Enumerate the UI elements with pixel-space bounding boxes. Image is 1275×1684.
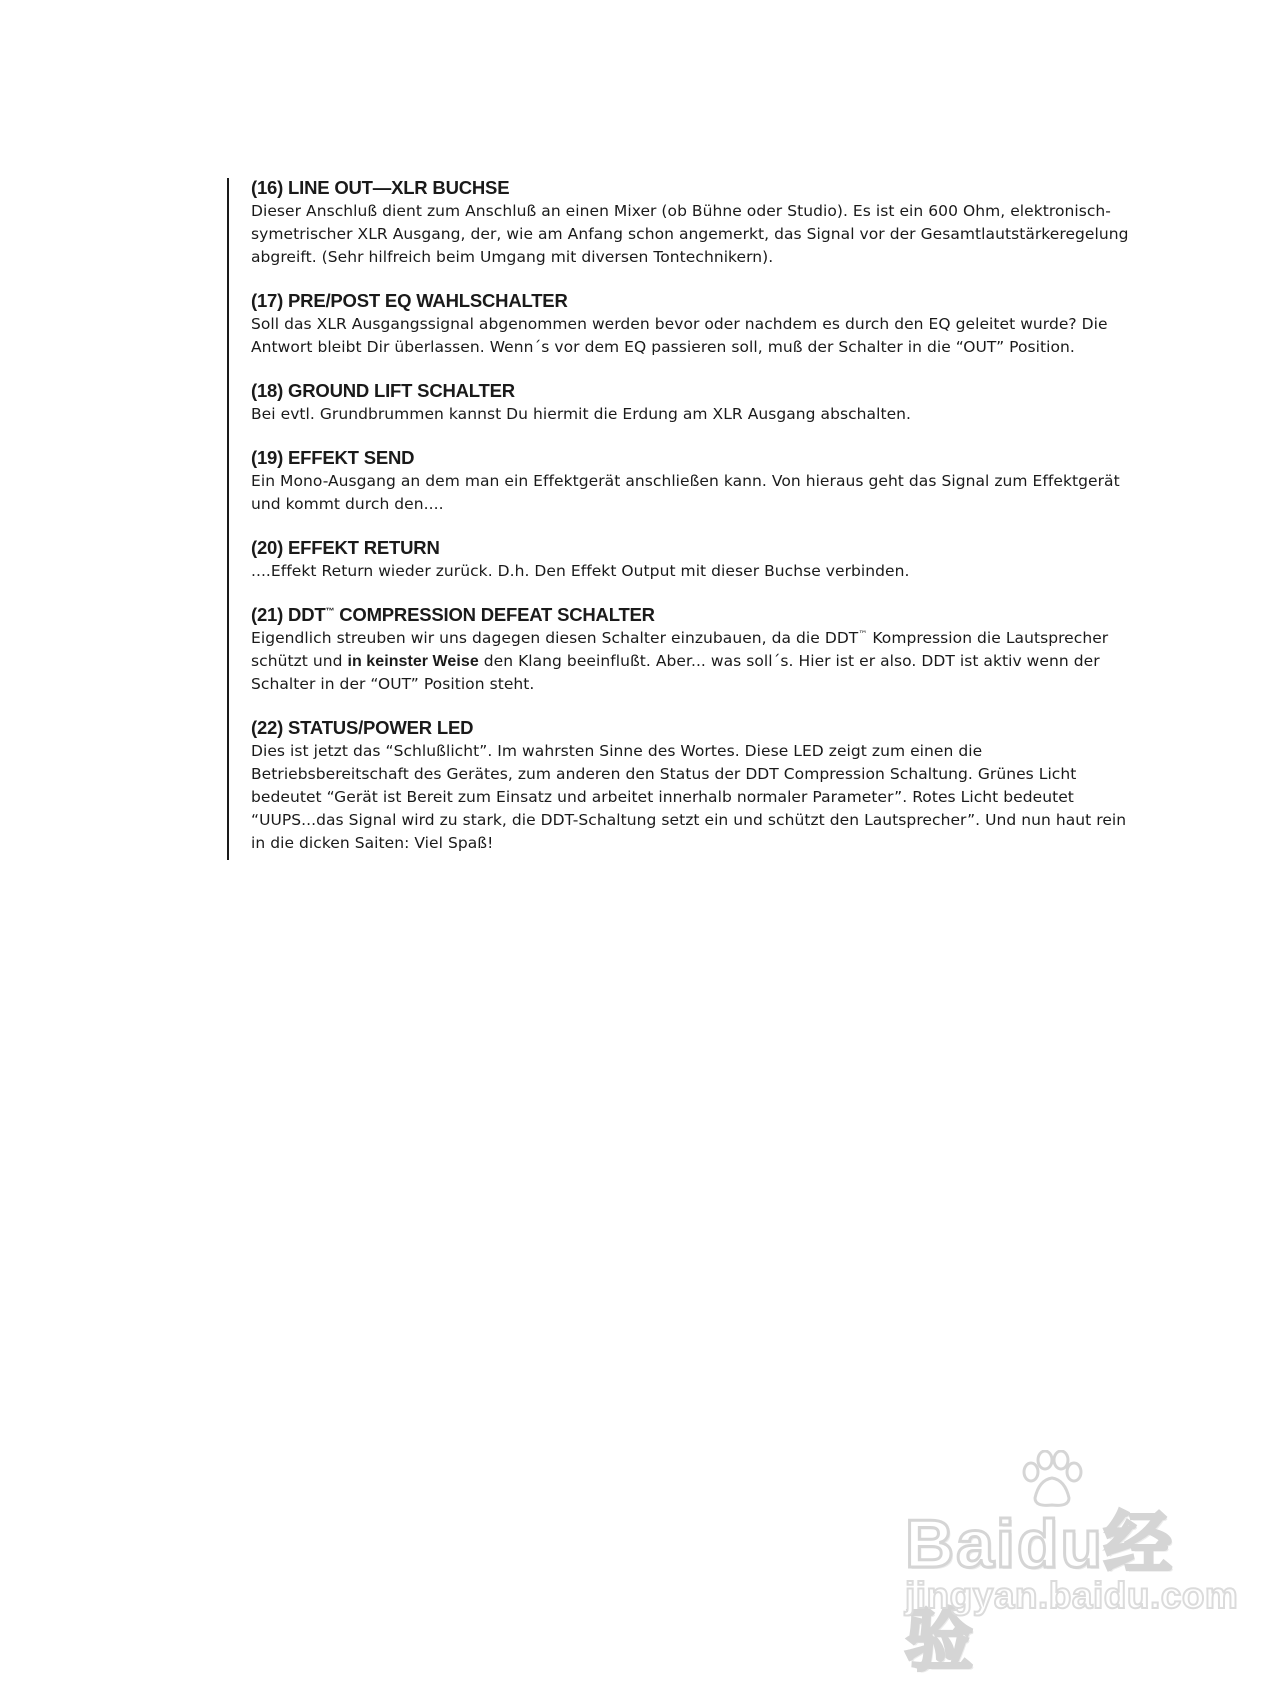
baidu-watermark [905,1450,1239,1679]
text-line: symetrischer XLR Ausgang, der, wie am Anfang schon angemerkt, das Signal vor der Gesamtlautstärkeregelung [251,225,1129,243]
watermark-logo: Baidu经验 [905,1506,1174,1679]
section-heading: (20) EFFEKT RETURN [251,537,440,558]
text-line: Eigendlich streuben wir uns dagegen diesen Schalter einzubauen, da die DDT [251,629,859,647]
section-18 [251,379,1151,426]
trademark-symbol: ™ [325,605,335,616]
text-line: Antwort bleibt Dir überlassen. Wenn´s vor dem EQ passieren soll, muß der Schalter in die “OUT” Position. [251,338,1075,356]
text-line: Ein Mono-Ausgang an dem man ein Effektgerät anschließen kann. Von hieraus geht das Signal zum Effektgerät [251,472,1120,490]
text-line: Schalter in der “OUT” Position steht. [251,675,535,693]
text-line: schützt und [251,652,348,670]
text-line: “UUPS...das Signal wird zu stark, die DDT-Schaltung setzt ein und schützt den Lautsprecher”. Und nun haut rein [251,811,1127,829]
margin-rule [227,178,229,860]
section-heading: (22) STATUS/POWER LED [251,717,474,738]
text-line: Dies ist jetzt das “Schlußlicht”. Im wahrsten Sinne des Wortes. Diese LED zeigt zum einen die [251,742,983,760]
section-heading: (19) EFFEKT SEND [251,447,415,468]
watermark-url: jingyan.baidu.com [905,1575,1239,1616]
text-line: bedeutet “Gerät ist Bereit zum Einsatz und arbeitet innerhalb normaler Parameter”. Rotes Licht bedeutet [251,788,1074,806]
text-line: Dieser Anschluß dient zum Anschluß an einen Mixer (ob Bühne oder Studio). Es ist ein 600 Ohm, elektronisch- [251,202,1111,220]
trademark-symbol: ™ [858,629,868,640]
text-line: Bei evtl. Grundbrummen kannst Du hiermit die Erdung am XLR Ausgang abschalten. [251,405,912,423]
section-text [251,627,1151,696]
section-20 [251,536,1151,583]
section-text [251,740,1151,855]
text-line: in die dicken Saiten: Viel Spaß! [251,834,494,852]
section-text [251,200,1151,269]
section-heading [251,603,1151,627]
section-text [251,560,1151,583]
section-19 [251,446,1151,516]
section-22 [251,716,1151,855]
heading-part: (21) DDT [251,604,326,625]
heading-part: COMPRESSION DEFEAT SCHALTER [334,604,655,625]
text-line: Betriebsbereitschaft des Gerätes, zum anderen den Status der DDT Compression Schaltung. Grünes Licht [251,765,1077,783]
section-text [251,313,1151,359]
text-line: Kompression die Lautsprecher [867,629,1109,647]
section-text [251,470,1151,516]
section-21 [251,603,1151,696]
emphasis-text: in keinster Weise [347,653,479,670]
section-heading: (18) GROUND LIFT SCHALTER [251,380,515,401]
text-line: Soll das XLR Ausgangssignal abgenommen werden bevor oder nachdem es durch den EQ geleitet wurde? Die [251,315,1108,333]
section-16 [251,176,1151,269]
section-17 [251,289,1151,359]
section-heading: (17) PRE/POST EQ WAHLSCHALTER [251,290,568,311]
section-heading: (16) LINE OUT—XLR BUCHSE [251,177,510,198]
document-body [251,176,1151,875]
text-line: ....Effekt Return wieder zurück. D.h. Den Effekt Output mit dieser Buchse verbinden. [251,562,910,580]
text-line: den Klang beeinflußt. Aber... was soll´s. Hier ist er also. DDT ist aktiv wenn der [478,652,1100,670]
text-line: und kommt durch den.... [251,495,444,513]
text-line: abgreift. (Sehr hilfreich beim Umgang mit diversen Tontechnikern). [251,248,774,266]
section-text [251,403,1151,426]
